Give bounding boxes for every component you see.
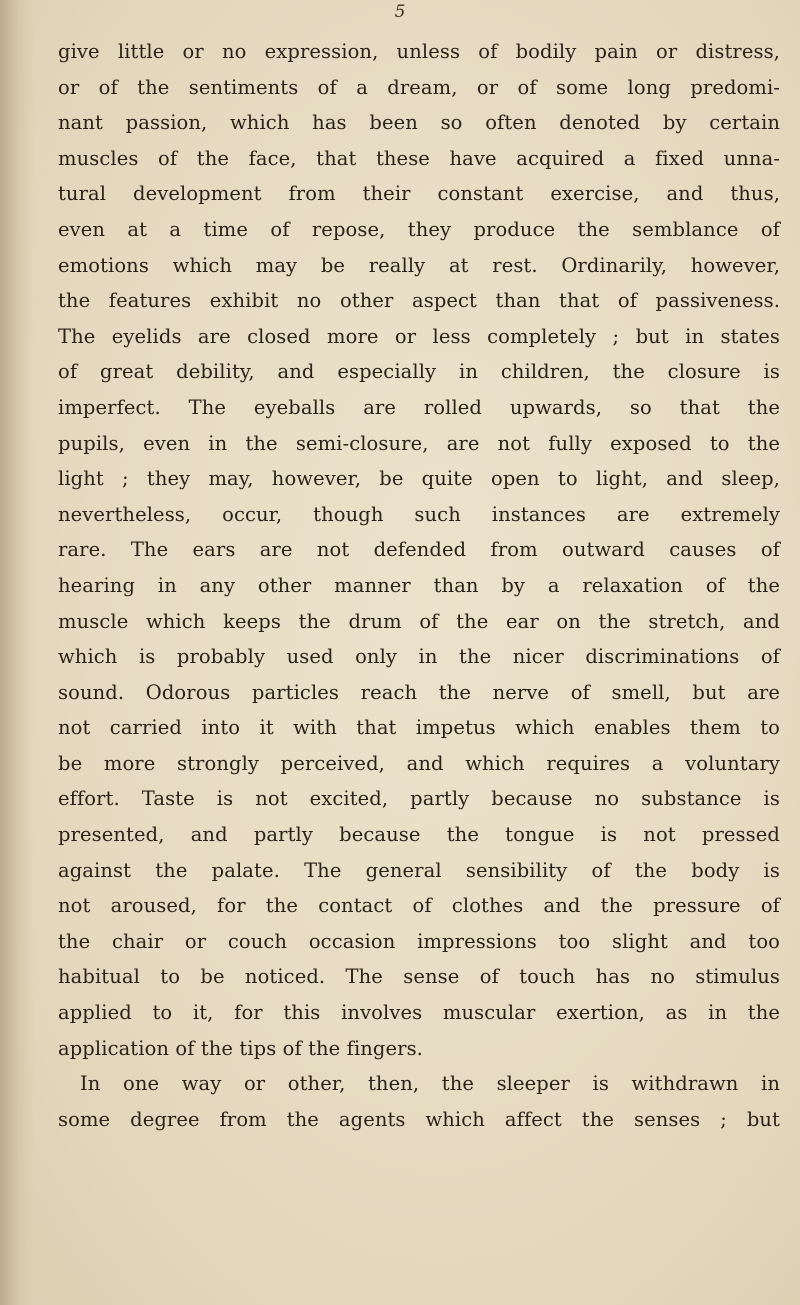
text-line: not carried into it with that impetus which enables them to (58, 716, 780, 740)
text-line: which is probably used only in the nicer discriminations of (58, 645, 780, 669)
text-line: not aroused, for the contact of clothes and the pressure of (58, 894, 780, 918)
text-line: applied to it, for this involves muscular exertion, as in the (58, 1001, 780, 1025)
text-line: nant passion, which has been so often denoted by certain (58, 111, 780, 135)
text-line: or of the sentiments of a dream, or of some long predomi- (58, 75, 780, 99)
body-text (58, 34, 780, 1137)
text-line: tural development from their constant exercise, and thus, (58, 182, 780, 206)
text-line: In one way or other, then, the sleeper is withdrawn in (80, 1072, 780, 1096)
text-line: pupils, even in the semi-closure, are not fully exposed to the (58, 431, 780, 455)
text-line: habitual to be noticed. The sense of touch has no stimulus (58, 965, 780, 989)
text-line: rare. The ears are not defended from outward causes of (58, 538, 780, 562)
text-line: be more strongly perceived, and which requires a voluntary (58, 751, 780, 775)
text-line: emotions which may be really at rest. Ordinarily, however, (58, 253, 780, 277)
text-line: light ; they may, however, be quite open to light, and sleep, (58, 467, 780, 491)
binding-gutter-shadow (0, 0, 34, 1305)
text-line: muscles of the face, that these have acquired a fixed unna- (58, 146, 780, 170)
text-line: hearing in any other manner than by a relaxation of the (58, 573, 780, 597)
text-line: of great debility, and especially in children, the closure is (58, 360, 780, 384)
text-line: against the palate. The general sensibility of the body is (58, 858, 780, 882)
text-line: the features exhibit no other aspect than that of passiveness. (58, 289, 780, 313)
text-line: muscle which keeps the drum of the ear on the stretch, and (58, 609, 780, 633)
text-line: nevertheless, occur, though such instances are extremely (58, 502, 780, 526)
text-line: give little or no expression, unless of bodily pain or distress, (58, 40, 780, 63)
text-line: sound. Odorous particles reach the nerve of smell, but are (58, 680, 780, 704)
text-line: presented, and partly because the tongue is not pressed (58, 823, 780, 847)
text-line: even at a time of repose, they produce the semblance of (58, 217, 780, 241)
text-line: application of the tips of the fingers. (58, 1036, 423, 1060)
text-line: some degree from the agents which affect the senses ; but (58, 1107, 780, 1131)
page-number: 5 (394, 2, 406, 22)
text-line: The eyelids are closed more or less completely ; but in states (58, 324, 780, 348)
text-line: imperfect. The eyeballs are rolled upwards, so that the (58, 395, 780, 419)
text-line: effort. Taste is not excited, partly because no substance is (58, 787, 780, 811)
text-line: the chair or couch occasion impressions too slight and too (58, 929, 780, 953)
